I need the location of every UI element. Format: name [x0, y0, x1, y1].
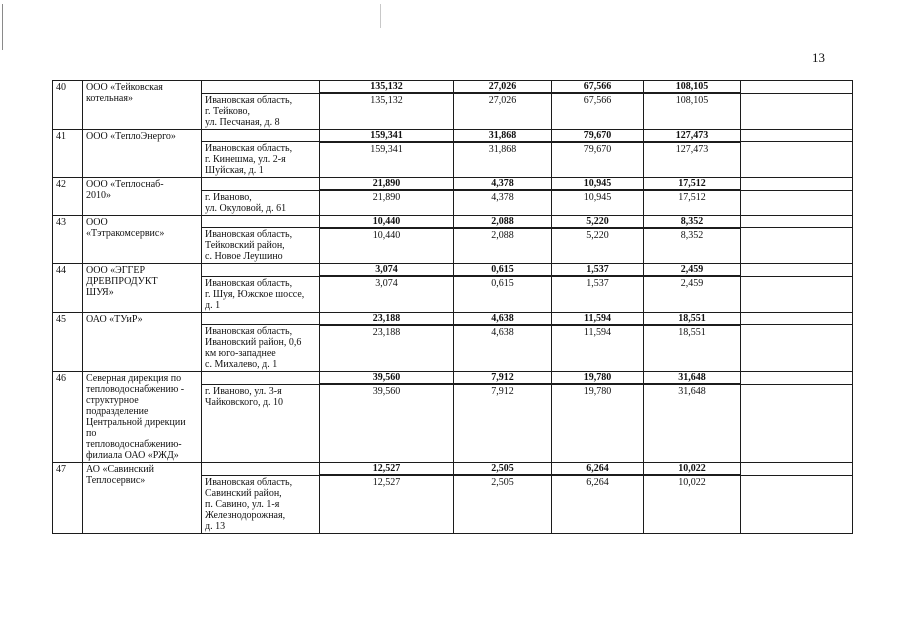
scan-artifact-line — [380, 4, 381, 28]
row-index: 43 — [53, 215, 83, 264]
facility-table — [52, 80, 853, 534]
total-value: 135,132 — [320, 81, 454, 94]
table-row-total — [53, 81, 853, 94]
empty-cell — [741, 325, 853, 372]
detail-value: 2,505 — [454, 475, 552, 533]
total-value: 10,440 — [320, 215, 454, 228]
detail-value: 7,912 — [454, 384, 552, 463]
empty-cell — [741, 178, 853, 191]
detail-value: 4,638 — [454, 325, 552, 372]
total-value: 23,188 — [320, 312, 454, 325]
table-row-total — [53, 178, 853, 191]
detail-value: 39,560 — [320, 384, 454, 463]
total-value: 39,560 — [320, 372, 454, 385]
empty-cell — [741, 264, 853, 277]
address-header-cell — [202, 372, 320, 385]
address-header-cell — [202, 312, 320, 325]
detail-value: 18,551 — [644, 325, 741, 372]
table-row-total — [53, 372, 853, 385]
detail-value: 10,440 — [320, 228, 454, 264]
detail-value: 0,615 — [454, 276, 552, 312]
organization-name: ООО «ТеплоЭнерго» — [83, 129, 202, 178]
organization-name: ООО «Теплоснаб- 2010» — [83, 178, 202, 216]
detail-value: 8,352 — [644, 228, 741, 264]
row-index: 40 — [53, 81, 83, 130]
table-row-total — [53, 463, 853, 476]
organization-name: Северная дирекция по тепловодоснабжению - структурное подразделение Центральной дирекции по тепловодоснабжению- филиала ОАО «РЖД» — [83, 372, 202, 463]
empty-cell — [741, 475, 853, 533]
empty-cell — [741, 93, 853, 129]
detail-value: 3,074 — [320, 276, 454, 312]
total-value: 0,615 — [454, 264, 552, 277]
total-value: 12,527 — [320, 463, 454, 476]
organization-name: ОАО «ТУиР» — [83, 312, 202, 372]
organization-name: ООО «Тейковская котельная» — [83, 81, 202, 130]
facility-address: Ивановская область, г. Кинешма, ул. 2-я Шуйская, д. 1 — [202, 142, 320, 178]
detail-value: 127,473 — [644, 142, 741, 178]
table-body — [53, 81, 853, 534]
detail-value: 5,220 — [552, 228, 644, 264]
address-header-cell — [202, 264, 320, 277]
total-value: 1,537 — [552, 264, 644, 277]
total-value: 31,868 — [454, 129, 552, 142]
total-value: 11,594 — [552, 312, 644, 325]
empty-cell — [741, 215, 853, 228]
facility-address: г. Иваново, ул. Окуловой, д. 61 — [202, 190, 320, 215]
detail-value: 6,264 — [552, 475, 644, 533]
table-row-total — [53, 215, 853, 228]
organization-name: ООО «Тэтракомсервис» — [83, 215, 202, 264]
address-header-cell — [202, 81, 320, 94]
detail-value: 79,670 — [552, 142, 644, 178]
detail-value: 108,105 — [644, 93, 741, 129]
total-value: 5,220 — [552, 215, 644, 228]
address-header-cell — [202, 463, 320, 476]
detail-value: 23,188 — [320, 325, 454, 372]
total-value: 19,780 — [552, 372, 644, 385]
organization-name: ООО «ЭГГЕР ДРЕВПРОДУКТ ШУЯ» — [83, 264, 202, 313]
total-value: 27,026 — [454, 81, 552, 94]
total-value: 108,105 — [644, 81, 741, 94]
total-value: 18,551 — [644, 312, 741, 325]
total-value: 79,670 — [552, 129, 644, 142]
total-value: 10,945 — [552, 178, 644, 191]
detail-value: 135,132 — [320, 93, 454, 129]
row-index: 44 — [53, 264, 83, 313]
empty-cell — [741, 384, 853, 463]
detail-value: 10,022 — [644, 475, 741, 533]
detail-value: 159,341 — [320, 142, 454, 178]
row-index: 42 — [53, 178, 83, 216]
detail-value: 19,780 — [552, 384, 644, 463]
total-value: 159,341 — [320, 129, 454, 142]
total-value: 31,648 — [644, 372, 741, 385]
table-row-total — [53, 264, 853, 277]
detail-value: 31,868 — [454, 142, 552, 178]
scan-artifact-line — [2, 4, 3, 50]
address-header-cell — [202, 215, 320, 228]
empty-cell — [741, 312, 853, 325]
total-value: 17,512 — [644, 178, 741, 191]
page-number: 13 — [812, 50, 825, 65]
organization-name: АО «Савинский Теплосервис» — [83, 463, 202, 534]
total-value: 7,912 — [454, 372, 552, 385]
table-row-total — [53, 129, 853, 142]
empty-cell — [741, 228, 853, 264]
row-index: 41 — [53, 129, 83, 178]
detail-value: 31,648 — [644, 384, 741, 463]
total-value: 2,459 — [644, 264, 741, 277]
total-value: 10,022 — [644, 463, 741, 476]
empty-cell — [741, 129, 853, 142]
facility-address: Ивановская область, Ивановский район, 0,6 км юго-западнее с. Михалево, д. 1 — [202, 325, 320, 372]
detail-value: 12,527 — [320, 475, 454, 533]
empty-cell — [741, 276, 853, 312]
empty-cell — [741, 463, 853, 476]
facility-address: Ивановская область, г. Тейково, ул. Песчаная, д. 8 — [202, 93, 320, 129]
detail-value: 17,512 — [644, 190, 741, 215]
row-index: 46 — [53, 372, 83, 463]
row-index: 47 — [53, 463, 83, 534]
total-value: 6,264 — [552, 463, 644, 476]
detail-value: 11,594 — [552, 325, 644, 372]
facility-address: г. Иваново, ул. 3-я Чайковского, д. 10 — [202, 384, 320, 463]
detail-value: 2,459 — [644, 276, 741, 312]
empty-cell — [741, 142, 853, 178]
row-index: 45 — [53, 312, 83, 372]
address-header-cell — [202, 178, 320, 191]
address-header-cell — [202, 129, 320, 142]
facility-address: Ивановская область, Тейковский район, с. Новое Леушино — [202, 228, 320, 264]
total-value: 127,473 — [644, 129, 741, 142]
detail-value: 4,378 — [454, 190, 552, 215]
table-row-total — [53, 312, 853, 325]
detail-value: 10,945 — [552, 190, 644, 215]
total-value: 4,378 — [454, 178, 552, 191]
empty-cell — [741, 372, 853, 385]
total-value: 67,566 — [552, 81, 644, 94]
facility-address: Ивановская область, г. Шуя, Южское шоссе, д. 1 — [202, 276, 320, 312]
total-value: 3,074 — [320, 264, 454, 277]
total-value: 21,890 — [320, 178, 454, 191]
detail-value: 21,890 — [320, 190, 454, 215]
total-value: 4,638 — [454, 312, 552, 325]
detail-value: 2,088 — [454, 228, 552, 264]
empty-cell — [741, 190, 853, 215]
total-value: 2,505 — [454, 463, 552, 476]
detail-value: 27,026 — [454, 93, 552, 129]
detail-value: 67,566 — [552, 93, 644, 129]
total-value: 2,088 — [454, 215, 552, 228]
facility-address: Ивановская область, Савинский район, п. Савино, ул. 1-я Железнодорожная, д. 13 — [202, 475, 320, 533]
detail-value: 1,537 — [552, 276, 644, 312]
total-value: 8,352 — [644, 215, 741, 228]
empty-cell — [741, 81, 853, 94]
